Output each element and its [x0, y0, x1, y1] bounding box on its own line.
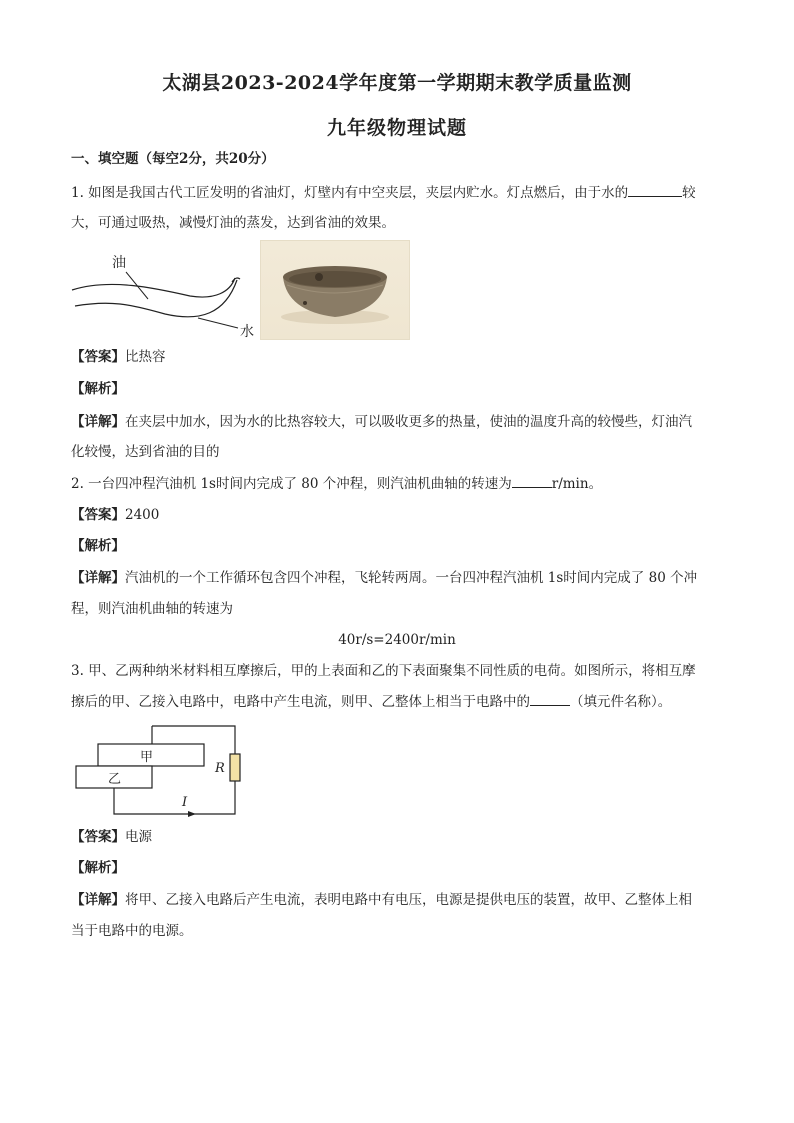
circuit-diagram [70, 718, 250, 822]
page-title: 太湖县2023-2024学年度第一学期期末教学质量监测 [162, 72, 632, 94]
q3-text-line2 [71, 693, 671, 711]
q1-detail-line1 [71, 413, 692, 431]
label-i: I [182, 795, 188, 810]
q3-text-b: （填元件名称）。 [570, 694, 672, 710]
label-r: R [215, 761, 225, 776]
q1-blank [628, 184, 682, 197]
oil-lamp-diagram [70, 248, 255, 343]
label-jia: 甲 [140, 750, 154, 765]
q3-detail-line1 [71, 891, 692, 909]
q3-detail-text1: 将甲、乙接入电路后产生电流，表明电路中有电压，电源是提供电压的装置，故甲、乙整体上相 [125, 892, 692, 908]
q2-detail-text1: 汽油机的一个工作循环包含四个冲程，飞轮转两周。一台四冲程汽油机 1s时间内完成了 80 个冲 [125, 570, 698, 586]
q2-text-a: 2. 一台四冲程汽油机 1s时间内完成了 80 个冲程，则汽油机曲轴的转速为 [71, 476, 512, 492]
q2-answer [71, 506, 159, 524]
current-arrow [188, 811, 196, 817]
answer-tag: 【答案】 [71, 829, 125, 845]
q1-answer [71, 348, 166, 366]
q3-answer-text: 电源 [125, 829, 152, 845]
answer-tag: 【答案】 [71, 349, 125, 365]
q3-text-line1: 3. 甲、乙两种纳米材料相互摩擦后，甲的上表面和乙的下表面聚集不同性质的电荷。如图所示，将相互摩 [71, 663, 696, 679]
q2-text-b: r/min。 [551, 476, 603, 492]
q1-analysis-tag: 【解析】 [71, 381, 125, 397]
q3-detail-line2: 当于电路中的电源。 [71, 923, 193, 939]
lamp-photo [260, 240, 410, 340]
q3-answer [71, 828, 152, 846]
water-pointer [198, 318, 238, 328]
section-heading: 一、填空题（每空2分，共20分） [71, 151, 275, 167]
q1-text-b: 较 [682, 185, 696, 201]
q1-text-line2: 大，可通过吸热，减慢灯油的蒸发，达到省油的效果。 [71, 215, 395, 231]
q3-blank [530, 693, 570, 706]
detail-tag: 【详解】 [71, 414, 125, 430]
detail-tag: 【详解】 [71, 570, 125, 586]
q2-analysis-tag: 【解析】 [71, 538, 125, 554]
label-water: 水 [240, 324, 254, 340]
label-oil: 油 [112, 255, 126, 271]
q2-detail-line1 [71, 569, 697, 587]
q1-detail-line2: 化较慢，达到省油的目的 [71, 444, 220, 460]
resistor-r [230, 754, 240, 781]
q2-answer-text: 2400 [125, 507, 160, 523]
answer-tag: 【答案】 [71, 507, 125, 523]
q2-equation: 40r/s=2400r/min [338, 632, 456, 648]
q3-text-a: 擦后的甲、乙接入电路中，电路中产生电流，则甲、乙整体上相当于电路中的 [71, 694, 530, 710]
page-subtitle: 九年级物理试题 [326, 117, 467, 139]
q2-text-line1 [71, 475, 602, 493]
lamp-inner-wall [72, 278, 235, 297]
q2-blank [512, 475, 552, 488]
label-yi: 乙 [108, 772, 122, 787]
q1-text-line1 [71, 184, 696, 202]
q1-text-a: 1. 如图是我国古代工匠发明的省油灯，灯壁内有中空夹层，夹层内贮水。灯点燃后，由于水的 [71, 185, 629, 201]
q1-answer-text: 比热容 [125, 349, 166, 365]
q2-detail-line2: 程，则汽油机曲轴的转速为 [71, 601, 233, 617]
detail-tag: 【详解】 [71, 892, 125, 908]
bowl-illustration [261, 241, 409, 339]
q1-detail-text1: 在夹层中加水，因为水的比热容较大，可以吸收更多的热量，使油的温度升高的较慢些，灯油汽 [125, 414, 692, 430]
q3-analysis-tag: 【解析】 [71, 860, 125, 876]
